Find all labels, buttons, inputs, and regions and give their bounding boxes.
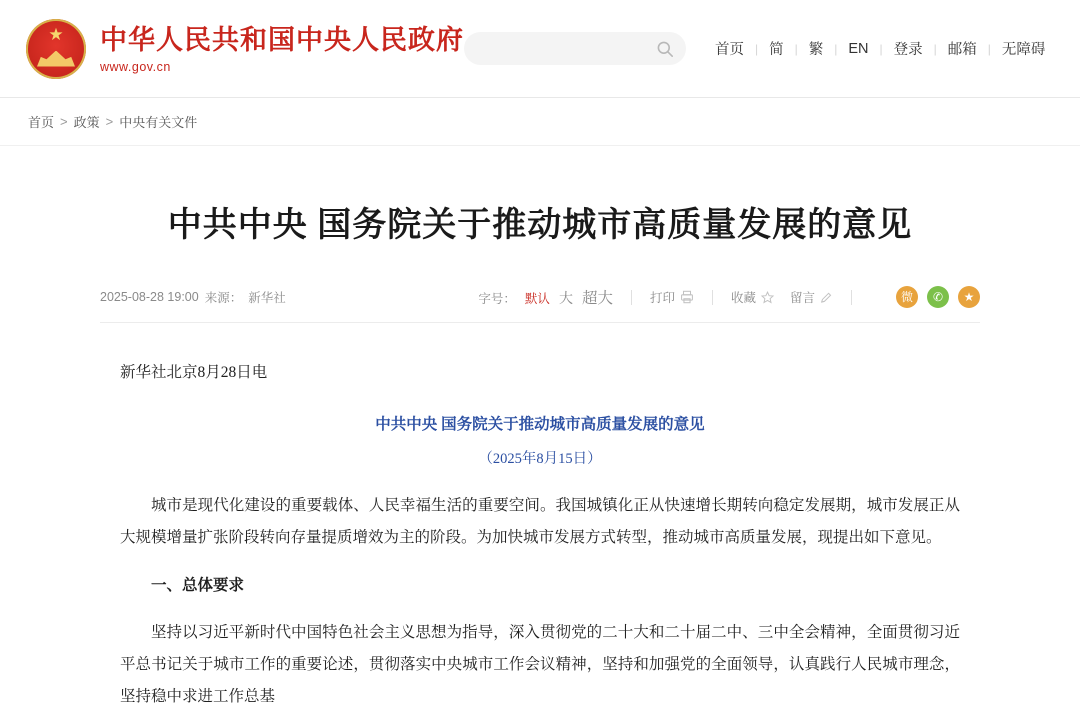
comment-button[interactable] bbox=[790, 288, 833, 306]
nav-separator: | bbox=[987, 41, 991, 56]
breadcrumb-item-central-documents[interactable]: 中央有关文件 bbox=[119, 115, 198, 130]
nav-separator: | bbox=[933, 41, 937, 56]
favorite-label: 收藏 bbox=[730, 291, 756, 306]
inner-date: （2025年8月15日） bbox=[478, 450, 602, 467]
pencil-icon bbox=[820, 291, 833, 304]
nav-item-accessibility[interactable]: 无障碍 bbox=[1001, 42, 1046, 58]
section-heading: 一、总体要求 bbox=[151, 576, 245, 594]
divider bbox=[631, 290, 632, 305]
breadcrumb bbox=[0, 98, 1080, 146]
search-input[interactable] bbox=[476, 40, 656, 57]
search-box[interactable] bbox=[464, 32, 686, 65]
source-label: 来源： bbox=[204, 291, 243, 306]
nav-item-traditional[interactable]: 繁 bbox=[808, 42, 824, 58]
print-label: 打印 bbox=[649, 291, 675, 306]
favorite-share-icon[interactable]: ★ bbox=[958, 286, 980, 308]
weibo-share-icon[interactable]: 微 bbox=[896, 286, 918, 308]
fontsize-option-large[interactable]: 大 bbox=[558, 290, 573, 307]
nav-item-login[interactable]: 登录 bbox=[893, 42, 923, 58]
paragraph: 城市是现代化建设的重要载体、人民幸福生活的重要空间。我国城镇化正从快速增长期转向稳定发展期，城市发展正从大规模增量扩张阶段转向存量提质增效为主的阶段。为加快城市发展方式转型，推动城市高质量发展，现提出如下意见。 bbox=[120, 497, 960, 547]
page-title: 中共中央 国务院关于推动城市高质量发展的意见 bbox=[167, 206, 913, 244]
meta-left bbox=[100, 288, 286, 306]
header-nav bbox=[704, 38, 1056, 59]
site-title: 中华人民共和国中央人民政府 bbox=[100, 24, 464, 55]
meta-center bbox=[478, 286, 870, 308]
star-icon bbox=[761, 291, 774, 304]
article-meta-bar bbox=[100, 279, 980, 323]
nav-separator: | bbox=[755, 41, 759, 56]
site-domain: www.gov.cn bbox=[100, 59, 171, 74]
article-body bbox=[100, 357, 980, 713]
comment-label: 留言 bbox=[789, 291, 815, 306]
printer-icon bbox=[680, 290, 694, 304]
share-group bbox=[896, 286, 980, 308]
fontsize-label: 字号： bbox=[478, 292, 516, 307]
source-name[interactable]: 新华社 bbox=[248, 291, 286, 306]
site-header bbox=[0, 0, 1080, 98]
divider bbox=[712, 290, 713, 305]
breadcrumb-item-policy[interactable]: 政策 bbox=[73, 115, 100, 130]
dateline: 新华社北京8月28日电 bbox=[120, 363, 268, 381]
breadcrumb-separator: > bbox=[105, 114, 114, 129]
favorite-button[interactable] bbox=[731, 288, 774, 306]
nav-item-home[interactable]: 首页 bbox=[715, 42, 744, 58]
nav-item-english[interactable]: EN bbox=[848, 40, 869, 57]
fontsize-option-extra-large[interactable]: 超大 bbox=[581, 290, 613, 308]
national-emblem-icon bbox=[26, 19, 86, 79]
fontsize-control bbox=[478, 286, 613, 308]
header-right bbox=[464, 32, 1056, 65]
nav-separator: | bbox=[879, 41, 883, 56]
inner-title: 中共中央 国务院关于推动城市高质量发展的意见 bbox=[375, 415, 705, 433]
nav-separator: | bbox=[794, 41, 798, 56]
divider bbox=[851, 290, 852, 305]
nav-item-simplified[interactable]: 简 bbox=[769, 42, 784, 58]
print-button[interactable] bbox=[650, 288, 694, 306]
publish-datetime: 2025-08-28 19:00 bbox=[100, 290, 199, 305]
article bbox=[100, 146, 980, 713]
nav-item-mail[interactable]: 邮箱 bbox=[947, 42, 977, 58]
fontsize-option-default[interactable]: 默认 bbox=[524, 292, 550, 307]
breadcrumb-item-home[interactable]: 首页 bbox=[28, 115, 55, 130]
paragraph: 坚持以习近平新时代中国特色社会主义思想为指导，深入贯彻党的二十大和二十届二中、三中全会精神，全面贯彻习近平总书记关于城市工作的重要论述，贯彻落实中央城市工作会议精神，坚持和加强党的全面领导，认真践行人民城市理念，坚持稳中求进工作总基 bbox=[120, 624, 960, 706]
nav-separator: | bbox=[834, 41, 838, 56]
wechat-share-icon[interactable]: ✆ bbox=[927, 286, 949, 308]
site-brand[interactable] bbox=[26, 19, 464, 79]
search-icon[interactable] bbox=[656, 40, 674, 58]
brand-text bbox=[100, 24, 464, 74]
breadcrumb-separator: > bbox=[60, 114, 68, 129]
